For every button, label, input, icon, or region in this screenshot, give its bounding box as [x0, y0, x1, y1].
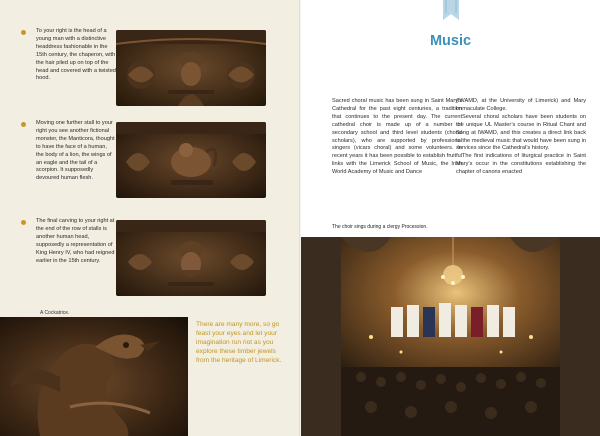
carving-description: To your right is the head of a young man with a distinctive headdress fashionable in the 15th century, the chaperon, with the hair piled up on top of the head and covered with a twisted hood.	[36, 28, 116, 82]
cockatrice-photo	[0, 317, 188, 436]
page-title: Music	[429, 33, 472, 49]
closing-note: There are many more, so go feast your eyes and let your imagination run riot as you explore these timber jewels from the heritage of Limerick.	[196, 321, 282, 364]
paragraph: Several choral scholars have been students on the unique UL Master’s course in Ritual Chant and Song at IWAMD, and this creates a direct link back to the medieval music that would have been sung in services since the Cathedral’s history.	[456, 113, 586, 152]
carving-photo-young-man	[116, 30, 266, 106]
body-column-2	[456, 98, 586, 177]
carving-description: Moving one further stall to your right you see another fictional monster, the Manticora, thought to have the face of a human, the body of a lion, the wings of an eagle and the tail of a scorpion. It supposedly devoured human flesh.	[36, 120, 115, 182]
photo-caption: The choir sings during a clergy Procession.	[332, 224, 428, 230]
gold-bullet-icon	[21, 122, 26, 127]
body-column-1	[332, 98, 462, 177]
carving-description: The final carving to your right at the end of the row of stalls is another human head, supposedly a representation of King Henry IV, who had reigned earlier in the 15th century.	[36, 218, 115, 264]
carving-photo-king-henry	[116, 220, 266, 296]
paragraph: The first indications of liturgical practice in Saint Mary’s occur in the constitutions establishing the chapter of canons enacted	[456, 153, 586, 176]
left-page	[0, 0, 299, 436]
photo-caption: A Cockatrice.	[40, 310, 70, 316]
paragraph: Sacred choral music has been sung in Saint Mary’s Cathedral for the past eight centuries, a tradition that continues to the present day. The current cathedral choir is made up of a number of secondary school and third level students (choral scholars), who are supported by professional singers (vicars choral) and some volunteers. In recent years it has been possible to establish fruitful links with the Limerick School of Music, the Irish World Academy of Music and Dance	[332, 98, 462, 176]
bookmark-ribbon-icon	[443, 0, 459, 20]
gold-bullet-icon	[21, 30, 26, 35]
carving-photo-manticora	[116, 122, 266, 198]
choir-procession-photo	[301, 237, 600, 436]
paragraph: (IWAMD, at the University of Limerick) and Mary Immaculate College.	[456, 98, 586, 112]
gold-bullet-icon	[21, 220, 26, 225]
right-page	[301, 0, 600, 436]
